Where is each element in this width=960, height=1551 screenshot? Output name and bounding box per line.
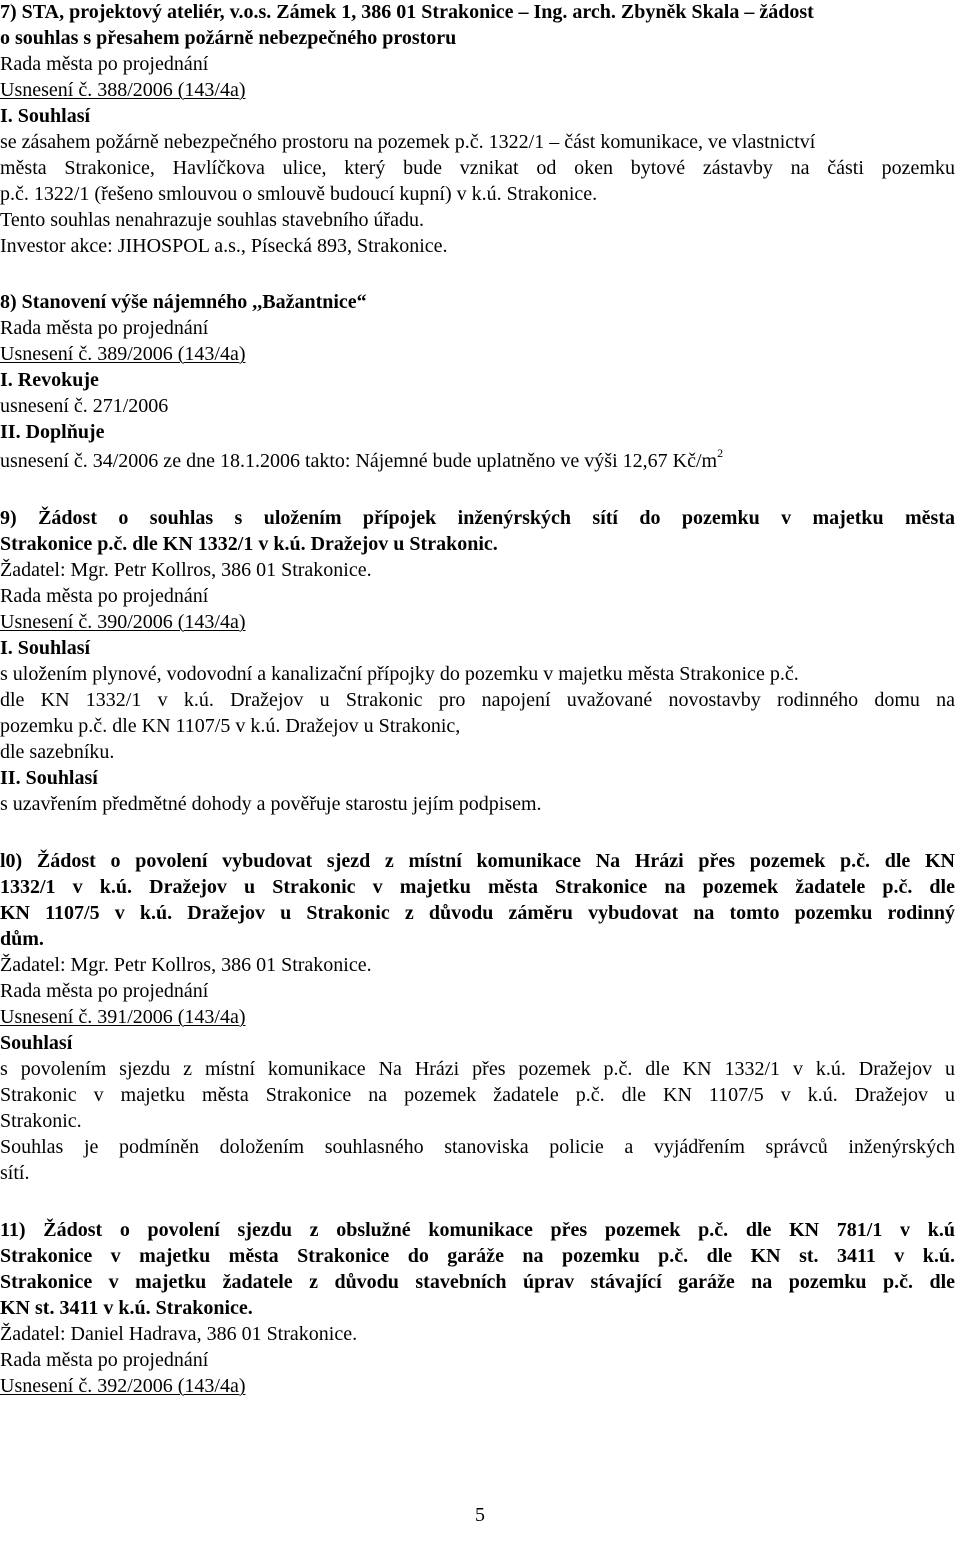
page-number: 5 [475,1504,485,1526]
section-8-label-2: II. Doplňuje [0,421,105,443]
section-7-council: Rada města po projednání [0,53,209,75]
section-7-text-line-1: se zásahem požárně nebezpečného prostoru na pozemek p.č. 1322/1 – část komunikace, ve vlastnictví [0,131,816,153]
section-10-heading-line-2: 1332/1 v k.ú. Dražejov u Strakonic v majetku města Strakonice na pozemek žadatele p.č. dle [0,876,955,898]
section-9-label-1: I. Souhlasí [0,637,91,659]
section-9-text-1-line-4: dle sazebníku. [0,741,115,763]
section-8-text-2 [0,448,723,474]
section-11-heading-line-2: Strakonice v majetku města Strakonice do garáže na pozemku p.č. dle KN st. 3411 v k.ú. [0,1245,955,1267]
section-10-text-line-5: sítí. [0,1162,30,1184]
section-9-text-1-line-1: s uložením plynové, vodovodní a kanalizační přípojky do pozemku v majetku města Strakonice p.č. [0,663,799,685]
section-9-applicant: Žadatel: Mgr. Petr Kollros, 386 01 Strakonice. [0,559,372,581]
section-9-heading-line-1: 9) Žádost o souhlas s uložením přípojek inženýrských sítí do pozemku v majetku města [0,507,955,529]
section-7-text-line-4: Tento souhlas nenahrazuje souhlas stavebního úřadu. [0,209,425,231]
superscript-2: 2 [717,446,724,461]
section-10-text-line-1: s povolením sjezdu z místní komunikace Na Hrázi přes pozemek p.č. dle KN 1332/1 v k.ú. Dražejov u [0,1058,955,1080]
section-8-resolution: Usnesení č. 389/2006 (143/4a) [0,343,246,365]
section-10-resolution: Usnesení č. 391/2006 (143/4a) [0,1006,246,1028]
section-7-label-1: I. Souhlasí [0,105,91,127]
section-11-applicant: Žadatel: Daniel Hadrava, 386 01 Strakonice. [0,1323,358,1345]
section-10-heading-line-3: KN 1107/5 v k.ú. Dražejov u Strakonic z důvodu záměru vybudovat na tomto pozemku rodinný [0,902,955,924]
section-11-heading-line-4: KN st. 3411 v k.ú. Strakonice. [0,1297,253,1319]
section-8-heading: 8) Stanovení výše nájemného ,,Bažantnice“ [0,291,367,313]
section-9-text-1-line-3: pozemku p.č. dle KN 1107/5 v k.ú. Dražejov u Strakonic, [0,715,461,737]
section-8-text-2-main: usnesení č. 34/2006 ze dne 18.1.2006 takto: Nájemné bude uplatněno ve výši 12,67 Kč/m [0,450,718,472]
section-9-heading-line-2: Strakonice p.č. dle KN 1332/1 v k.ú. Dražejov u Strakonic. [0,533,498,555]
section-11-resolution: Usnesení č. 392/2006 (143/4a) [0,1375,246,1397]
section-10-council: Rada města po projednání [0,980,209,1002]
section-7-text-line-2: města Strakonice, Havlíčkova ulice, který bude vznikat od oken bytové zástavby na části pozemku [0,157,955,179]
section-10-text-line-4: Souhlas je podmíněn doložením souhlasného stanoviska policie a vyjádřením správců inženýrských [0,1136,955,1158]
section-7-text-line-3: p.č. 1322/1 (řešeno smlouvou o smlouvě budoucí kupní) v k.ú. Strakonice. [0,183,598,205]
section-8-label-1: I. Revokuje [0,369,99,391]
section-10-heading-line-1: l0) Žádost o povolení vybudovat sjezd z místní komunikace Na Hrázi přes pozemek p.č. dle KN [0,850,955,872]
section-9-resolution: Usnesení č. 390/2006 (143/4a) [0,611,246,633]
section-9-text-2: s uzavřením předmětné dohody a pověřuje starostu jejím podpisem. [0,793,542,815]
section-8-council: Rada města po projednání [0,317,209,339]
section-9-label-2: II. Souhlasí [0,767,98,789]
section-7-text-line-5: Investor akce: JIHOSPOL a.s., Písecká 893, Strakonice. [0,235,448,257]
section-10-heading-line-4: dům. [0,928,44,950]
section-10-label: Souhlasí [0,1032,73,1054]
section-7-heading-line-2: o souhlas s přesahem požárně nebezpečného prostoru [0,27,457,49]
section-11-heading-line-3: Strakonice v majetku žadatele z důvodu stavebních úprav stávající garáže na pozemku p.č. dle [0,1271,955,1293]
section-10-text-line-2: Strakonic v majetku města Strakonice na pozemek žadatele p.č. dle KN 1107/5 v k.ú. Dražejov u [0,1084,955,1106]
section-7-heading-line-1: 7) STA, projektový ateliér, v.o.s. Zámek 1, 386 01 Strakonice – Ing. arch. Zbyněk Skala – žádost [0,1,814,23]
section-11-heading-line-1: 11) Žádost o povolení sjezdu z obslužné komunikace přes pozemek p.č. dle KN 781/1 v k.ú [0,1219,955,1241]
section-8-text-1: usnesení č. 271/2006 [0,395,169,417]
section-9-council: Rada města po projednání [0,585,209,607]
section-11-council: Rada města po projednání [0,1349,209,1371]
section-7-resolution: Usnesení č. 388/2006 (143/4a) [0,79,246,101]
section-10-applicant: Žadatel: Mgr. Petr Kollros, 386 01 Strakonice. [0,954,372,976]
section-9-text-1-line-2: dle KN 1332/1 v k.ú. Dražejov u Strakonic pro napojení uvažované novostavby rodinného domu na [0,689,955,711]
section-10-text-line-3: Strakonic. [0,1110,82,1132]
